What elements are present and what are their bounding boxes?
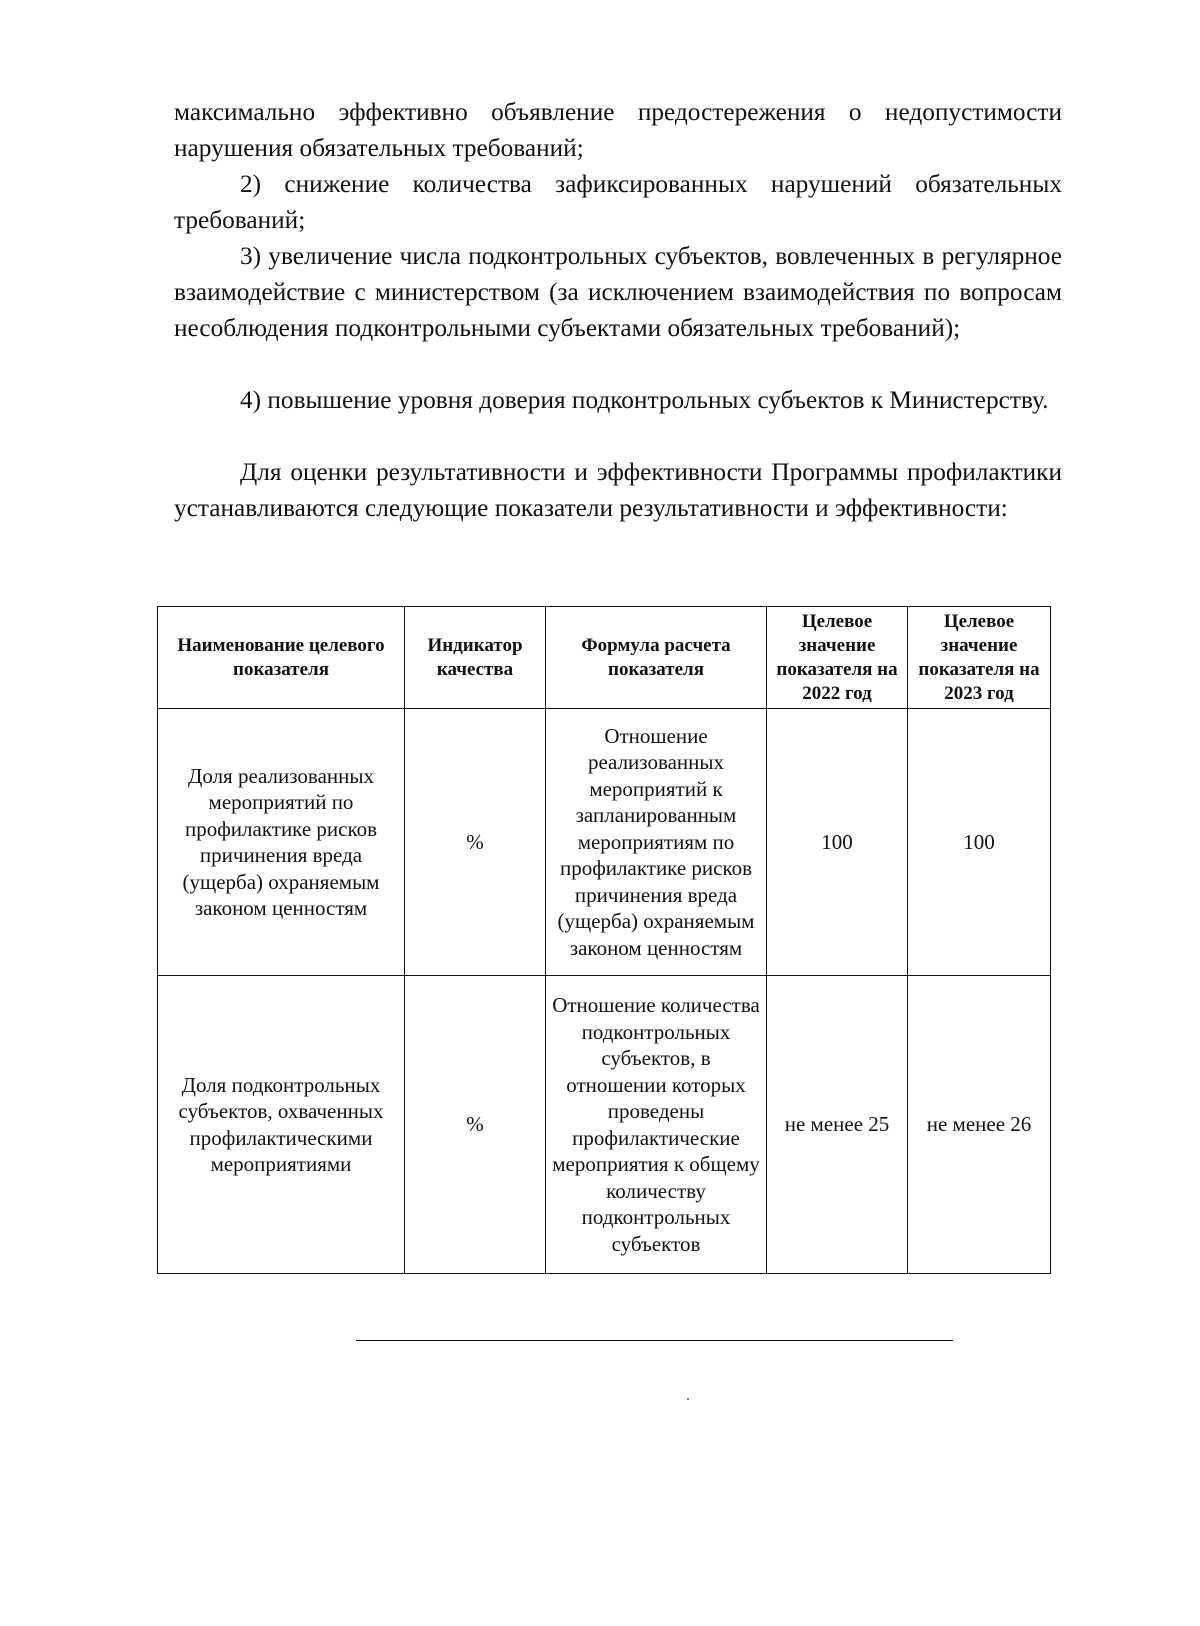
cell-indicator-name: Доля подконтрольных субъектов, охваченных профилактическими мероприятиями [158,976,405,1274]
cell-target-2023: не менее 26 [908,976,1051,1274]
cell-quality-indicator: % [405,976,546,1274]
cell-target-2022: не менее 25 [767,976,908,1274]
paragraph-indicators-intro: Для оценки результативности и эффективности Программы профилактики устанавливаются следующие показатели результативности и эффективности: [174,458,1062,522]
paragraph-item-4: 4) повышение уровня доверия подконтрольных субъектов к Министерству. [240,386,1049,414]
cell-formula: Отношение количества подконтрольных субъектов, в отношении которых проведены профилактические мероприятия к общему количеству подконтрольных субъектов [546,976,767,1274]
table-row [158,709,1051,976]
cell-indicator-name: Доля реализованных мероприятий по профилактике рисков причинения вреда (ущерба) охраняемым законом ценностям [158,709,405,976]
indicators-table [157,606,1051,1274]
header-indicator-name: Наименование целевого показателя [158,607,405,709]
scan-speck [687,1398,689,1400]
paragraph-item-2: 2) снижение количества зафиксированных нарушений обязательных требований; [174,170,1062,234]
paragraph-item-3: 3) увеличение числа подконтрольных субъектов, вовлеченных в регулярное взаимодействие с министерством (за исключением взаимодействия по вопросам несоблюдения подконтрольными субъектами обязательных требований); [174,242,1062,342]
table-row [158,976,1051,1274]
cell-target-2022: 100 [767,709,908,976]
header-target-2022: Целевое значение показателя на 2022 год [767,607,908,709]
header-target-2023: Целевое значение показателя на 2023 год [908,607,1051,709]
end-divider-line [356,1340,953,1341]
paragraph-continuation: максимально эффективно объявление предостережения о недопустимости нарушения обязательных требований; [174,98,1062,162]
table-header-row [158,607,1051,709]
header-quality-indicator: Индикатор качества [405,607,546,709]
cell-quality-indicator: % [405,709,546,976]
cell-target-2023: 100 [908,709,1051,976]
header-formula: Формула расчета показателя [546,607,767,709]
cell-formula: Отношение реализованных мероприятий к запланированным мероприятиям по профилактике рисков причинения вреда (ущерба) охраняемым законом ценностям [546,709,767,976]
